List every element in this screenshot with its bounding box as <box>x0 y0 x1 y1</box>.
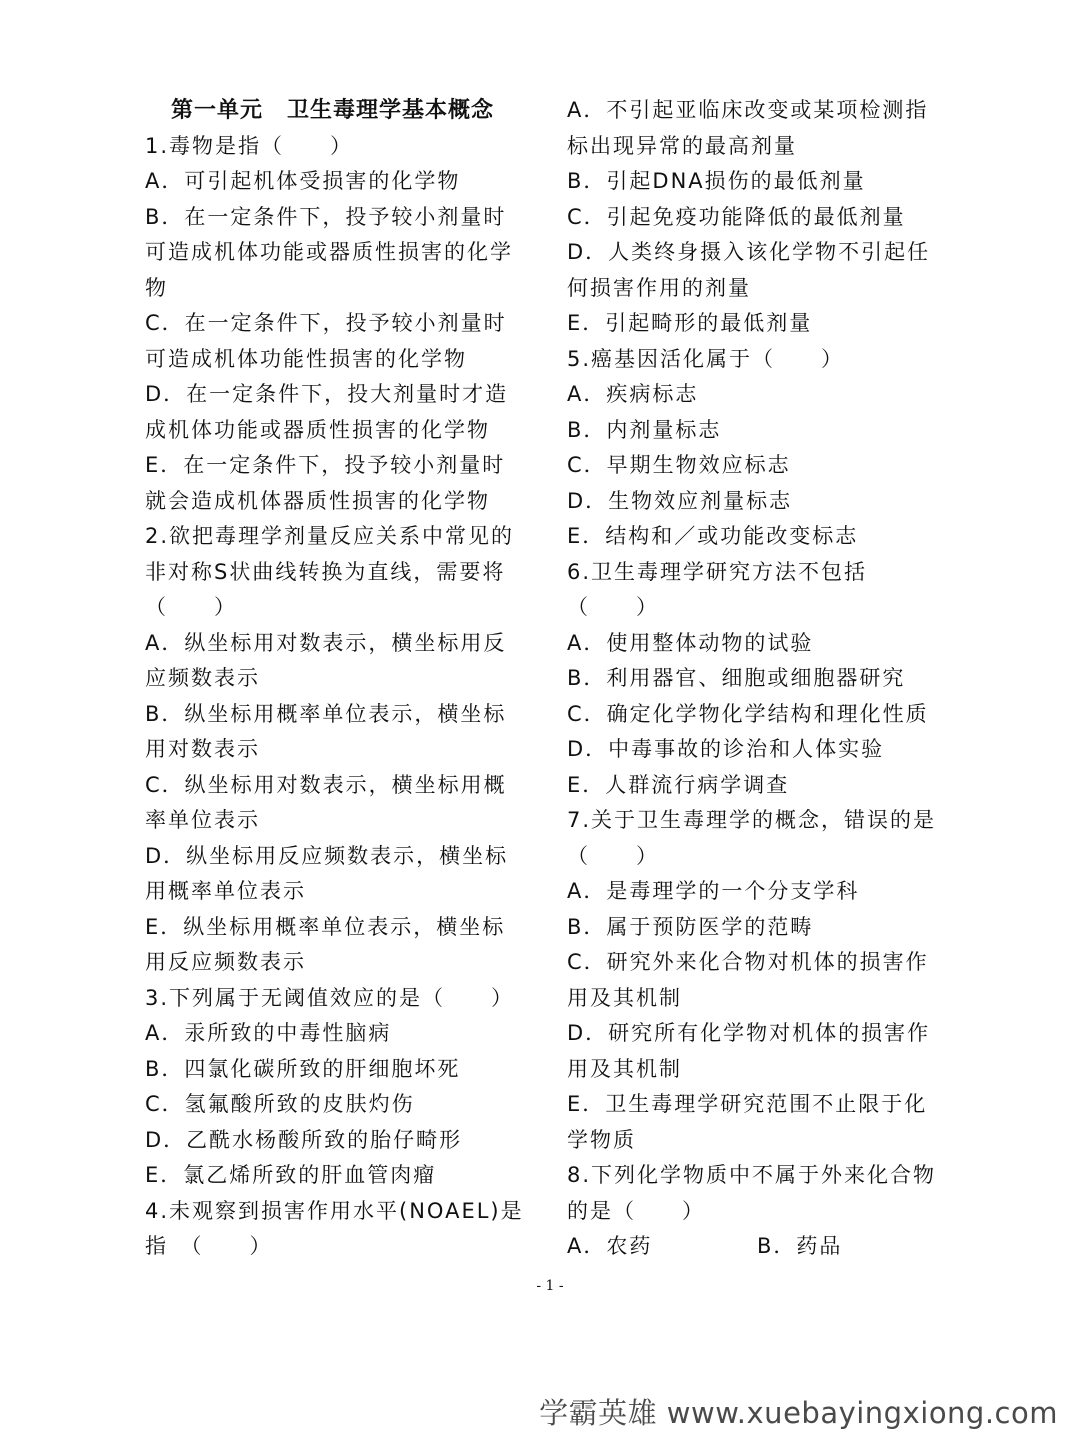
text-line: 5.癌基因活化属于（ ） <box>567 346 845 371</box>
text-line: 用及其机制 <box>567 1056 682 1081</box>
text-line: 指 （ ） <box>145 1234 273 1258</box>
text-line: 非对称S状曲线转换为直线，需要将 <box>145 559 506 584</box>
text-line: A．汞所致的中毒性脑病 <box>145 1021 392 1045</box>
text-line: D．研究所有化学物对机体的损害作 <box>567 1021 931 1045</box>
text-line: 何损害作用的剂量 <box>567 275 751 300</box>
text-line: E．结构和／或功能改变标志 <box>567 524 859 548</box>
text-line: 可造成机体功能或器质性损害的化学 <box>145 240 513 264</box>
text-line: 用概率单位表示 <box>145 879 306 903</box>
text-line: 8.下列化学物质中不属于外来化合物 <box>567 1163 937 1187</box>
page-number: - 1 - <box>536 1278 564 1294</box>
text-line: A．疾病标志 <box>567 382 699 406</box>
text-line: E．纵坐标用概率单位表示，横坐标 <box>145 914 506 939</box>
option-b: B．药品 <box>757 1234 843 1258</box>
text-line: 3.下列属于无阈值效应的是（ ） <box>145 985 515 1010</box>
text-line: B．四氯化碳所致的肝细胞坏死 <box>145 1056 461 1081</box>
text-line: C．早期生物效应标志 <box>567 453 791 477</box>
text-line: A．使用整体动物的试验 <box>567 630 814 655</box>
text-line: C．引起免疫功能降低的最低剂量 <box>567 204 906 229</box>
text-line: （ ） <box>567 843 659 868</box>
text-line: 成机体功能或器质性损害的化学物 <box>145 417 490 442</box>
text-line: E．人群流行病学调查 <box>567 772 790 797</box>
text-line: C．在一定条件下，投予较小剂量时 <box>145 311 507 335</box>
unit-title-text: 卫生毒理学基本概念 <box>287 97 495 123</box>
text-line: 率单位表示 <box>145 808 260 832</box>
text-line: 可造成机体功能性损害的化学物 <box>145 346 467 371</box>
text-line: C．研究外来化合物对机体的损害作 <box>567 950 929 974</box>
option-a: A．农药 <box>567 1234 653 1258</box>
left-column <box>145 93 530 1265</box>
text-line: 用及其机制 <box>567 985 682 1010</box>
text-line: 应频数表示 <box>145 666 260 690</box>
text-line: C．氢氟酸所致的皮肤灼伤 <box>145 1092 415 1116</box>
text-line: 2.欲把毒理学剂量反应关系中常见的 <box>145 524 515 548</box>
text-line: E．在一定条件下，投予较小剂量时 <box>145 453 506 477</box>
text-line: 用反应频数表示 <box>145 950 306 974</box>
text-line: 学物质 <box>567 1127 636 1152</box>
text-line: 6.卫生毒理学研究方法不包括 <box>567 559 868 584</box>
text-line: D．人类终身摄入该化学物不引起任 <box>567 240 931 264</box>
text-line: B．内剂量标志 <box>567 417 722 442</box>
text-line: B．在一定条件下，投予较小剂量时 <box>145 204 507 229</box>
text-line: D．生物效应剂量标志 <box>567 488 793 513</box>
text-line: B．属于预防医学的范畴 <box>567 914 814 939</box>
unit-title-label: 第一单元 <box>171 97 264 123</box>
text-line: 1.毒物是指（ ） <box>145 133 354 158</box>
text-line: 的是（ ） <box>567 1198 705 1223</box>
text-line: 7.关于卫生毒理学的概念，错误的是 <box>567 808 937 832</box>
site-watermark: 学霸英雄 www.xuebayingxiong.com <box>539 1396 1058 1430</box>
text-line: E．氯乙烯所致的肝血管肉瘤 <box>145 1163 437 1187</box>
text-line: B．利用器官、细胞或细胞器研究 <box>567 666 906 690</box>
right-column <box>567 93 952 1265</box>
text-line: A．可引起机体受损害的化学物 <box>145 169 461 193</box>
text-line: A．不引起亚临床改变或某项检测指 <box>567 98 929 122</box>
text-line: E．卫生毒理学研究范围不止限于化 <box>567 1092 928 1116</box>
text-line: D．中毒事故的诊治和人体实验 <box>567 737 885 761</box>
text-line: A．是毒理学的一个分支学科 <box>567 879 860 903</box>
text-line: 用对数表示 <box>145 737 260 761</box>
text-line: E．引起畸形的最低剂量 <box>567 311 813 335</box>
text-line: A．纵坐标用对数表示，横坐标用反 <box>145 630 507 655</box>
text-line: B．纵坐标用概率单位表示，横坐标 <box>145 701 507 726</box>
text-line: 就会造成机体器质性损害的化学物 <box>145 488 490 513</box>
text-line: 4.未观察到损害作用水平(NOAEL)是 <box>145 1198 524 1223</box>
text-line: 物 <box>145 275 168 300</box>
text-line: B．引起DNA损伤的最低剂量 <box>567 169 866 193</box>
text-line: D．纵坐标用反应频数表示，横坐标 <box>145 843 509 868</box>
text-line: D．乙酰水杨酸所致的胎仔畸形 <box>145 1127 463 1152</box>
text-line: C．确定化学物化学结构和理化性质 <box>567 701 929 726</box>
text-line: （ ） <box>145 595 237 619</box>
unit-title <box>145 93 530 129</box>
option-pair-line <box>567 1229 952 1265</box>
text-line: D．在一定条件下，投大剂量时才造 <box>145 382 509 406</box>
text-line: 标出现异常的最高剂量 <box>567 133 797 158</box>
text-line: C．纵坐标用对数表示，横坐标用概 <box>145 772 507 797</box>
text-line: （ ） <box>567 595 659 619</box>
